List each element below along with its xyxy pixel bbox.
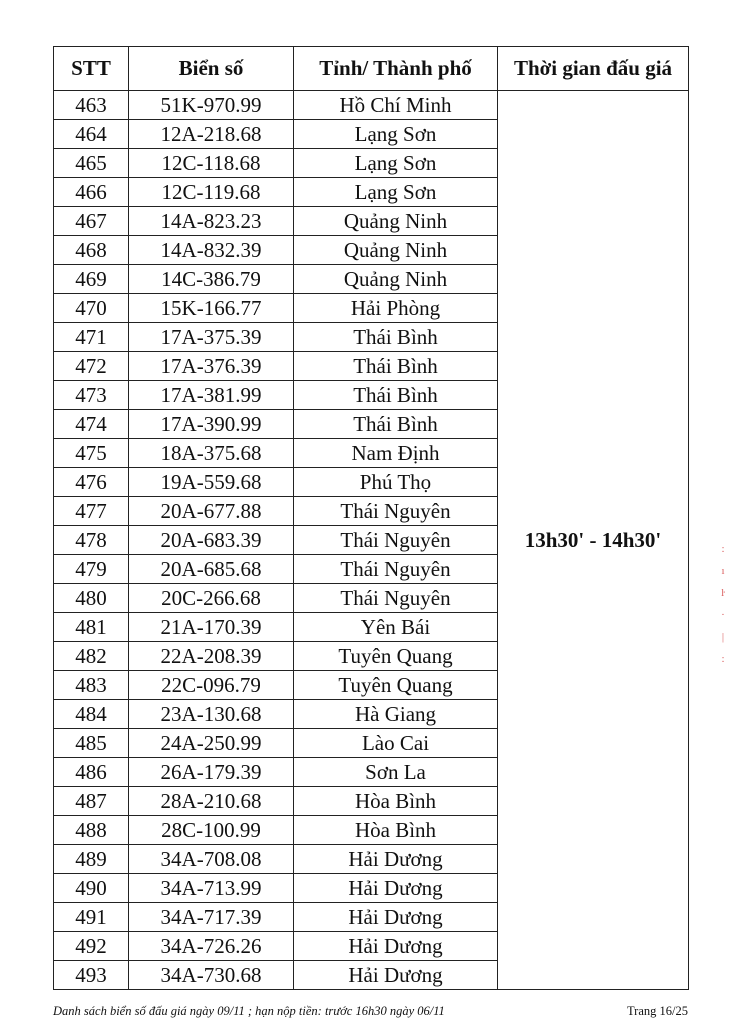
row-province: Thái Bình (294, 352, 498, 381)
row-province: Thái Nguyên (294, 497, 498, 526)
row-province: Sơn La (294, 758, 498, 787)
row-province: Lạng Sơn (294, 120, 498, 149)
row-province: Lạng Sơn (294, 149, 498, 178)
row-stt: 493 (54, 961, 129, 990)
row-province: Hải Dương (294, 874, 498, 903)
row-plate-number: 14A-823.23 (129, 207, 294, 236)
row-province: Quảng Ninh (294, 265, 498, 294)
row-stt: 470 (54, 294, 129, 323)
page-footer (53, 1004, 688, 1024)
row-stt: 482 (54, 642, 129, 671)
row-province: Nam Định (294, 439, 498, 468)
row-plate-number: 23A-130.68 (129, 700, 294, 729)
row-province: Hà Giang (294, 700, 498, 729)
auction-time-slot: 13h30' - 14h30' (498, 91, 689, 990)
row-stt: 492 (54, 932, 129, 961)
row-stt: 469 (54, 265, 129, 294)
row-stt: 472 (54, 352, 129, 381)
row-plate-number: 17A-376.39 (129, 352, 294, 381)
row-stt: 488 (54, 816, 129, 845)
row-stt: 464 (54, 120, 129, 149)
header-auction-time: Thời gian đấu giá (498, 47, 689, 91)
header-province: Tỉnh/ Thành phố (294, 47, 498, 91)
row-province: Hải Dương (294, 961, 498, 990)
row-stt: 466 (54, 178, 129, 207)
row-plate-number: 34A-713.99 (129, 874, 294, 903)
row-plate-number: 19A-559.68 (129, 468, 294, 497)
row-plate-number: 34A-730.68 (129, 961, 294, 990)
row-stt: 490 (54, 874, 129, 903)
page-number: Trang 16/25 (626, 1004, 688, 1018)
row-plate-number: 17A-375.39 (129, 323, 294, 352)
table-body (54, 91, 689, 990)
header-stt: STT (54, 47, 129, 91)
row-stt: 480 (54, 584, 129, 613)
header-plate-number: Biển số (129, 47, 294, 91)
table-header-row (54, 47, 689, 91)
row-province: Hòa Bình (294, 787, 498, 816)
row-stt: 485 (54, 729, 129, 758)
row-plate-number: 24A-250.99 (129, 729, 294, 758)
row-plate-number: 20C-266.68 (129, 584, 294, 613)
row-stt: 475 (54, 439, 129, 468)
row-province: Hòa Bình (294, 816, 498, 845)
row-plate-number: 28C-100.99 (129, 816, 294, 845)
row-plate-number: 14A-832.39 (129, 236, 294, 265)
row-plate-number: 34A-726.26 (129, 932, 294, 961)
row-stt: 481 (54, 613, 129, 642)
row-plate-number: 20A-685.68 (129, 555, 294, 584)
row-plate-number: 17A-390.99 (129, 410, 294, 439)
row-plate-number: 14C-386.79 (129, 265, 294, 294)
row-stt: 476 (54, 468, 129, 497)
row-stt: 487 (54, 787, 129, 816)
row-province: Thái Nguyên (294, 584, 498, 613)
row-province: Hồ Chí Minh (294, 91, 498, 120)
row-province: Thái Bình (294, 381, 498, 410)
row-stt: 479 (54, 555, 129, 584)
row-plate-number: 12A-218.68 (129, 120, 294, 149)
row-province: Thái Bình (294, 323, 498, 352)
row-province: Quảng Ninh (294, 207, 498, 236)
row-province: Hải Phòng (294, 294, 498, 323)
row-plate-number: 26A-179.39 (129, 758, 294, 787)
row-plate-number: 21A-170.39 (129, 613, 294, 642)
row-plate-number: 18A-375.68 (129, 439, 294, 468)
row-stt: 468 (54, 236, 129, 265)
stamp-edge-marks: : ı ŀ · | : (721, 543, 725, 665)
table-row (54, 91, 689, 120)
row-plate-number: 22A-208.39 (129, 642, 294, 671)
row-stt: 474 (54, 410, 129, 439)
row-stt: 471 (54, 323, 129, 352)
row-stt: 484 (54, 700, 129, 729)
row-stt: 489 (54, 845, 129, 874)
row-province: Quảng Ninh (294, 236, 498, 265)
row-plate-number: 34A-708.08 (129, 845, 294, 874)
row-plate-number: 34A-717.39 (129, 903, 294, 932)
row-plate-number: 28A-210.68 (129, 787, 294, 816)
row-plate-number: 12C-118.68 (129, 149, 294, 178)
footer-note: Danh sách biển số đấu giá ngày 09/11 ; hạn nộp tiền: trước 16h30 ngày 06/11 (53, 1004, 445, 1018)
row-plate-number: 15K-166.77 (129, 294, 294, 323)
row-province: Hải Dương (294, 903, 498, 932)
row-stt: 463 (54, 91, 129, 120)
row-province: Lào Cai (294, 729, 498, 758)
row-plate-number: 20A-677.88 (129, 497, 294, 526)
row-stt: 478 (54, 526, 129, 555)
row-stt: 473 (54, 381, 129, 410)
row-province: Tuyên Quang (294, 642, 498, 671)
row-province: Yên Bái (294, 613, 498, 642)
row-province: Tuyên Quang (294, 671, 498, 700)
row-province: Lạng Sơn (294, 178, 498, 207)
row-plate-number: 20A-683.39 (129, 526, 294, 555)
row-stt: 477 (54, 497, 129, 526)
row-stt: 465 (54, 149, 129, 178)
row-plate-number: 17A-381.99 (129, 381, 294, 410)
row-province: Thái Nguyên (294, 526, 498, 555)
row-province: Hải Dương (294, 845, 498, 874)
row-province: Thái Nguyên (294, 555, 498, 584)
row-stt: 483 (54, 671, 129, 700)
row-stt: 491 (54, 903, 129, 932)
row-stt: 467 (54, 207, 129, 236)
row-plate-number: 22C-096.79 (129, 671, 294, 700)
row-plate-number: 12C-119.68 (129, 178, 294, 207)
row-province: Phú Thọ (294, 468, 498, 497)
row-plate-number: 51K-970.99 (129, 91, 294, 120)
auction-plates-table (53, 46, 689, 990)
row-province: Hải Dương (294, 932, 498, 961)
row-province: Thái Bình (294, 410, 498, 439)
row-stt: 486 (54, 758, 129, 787)
